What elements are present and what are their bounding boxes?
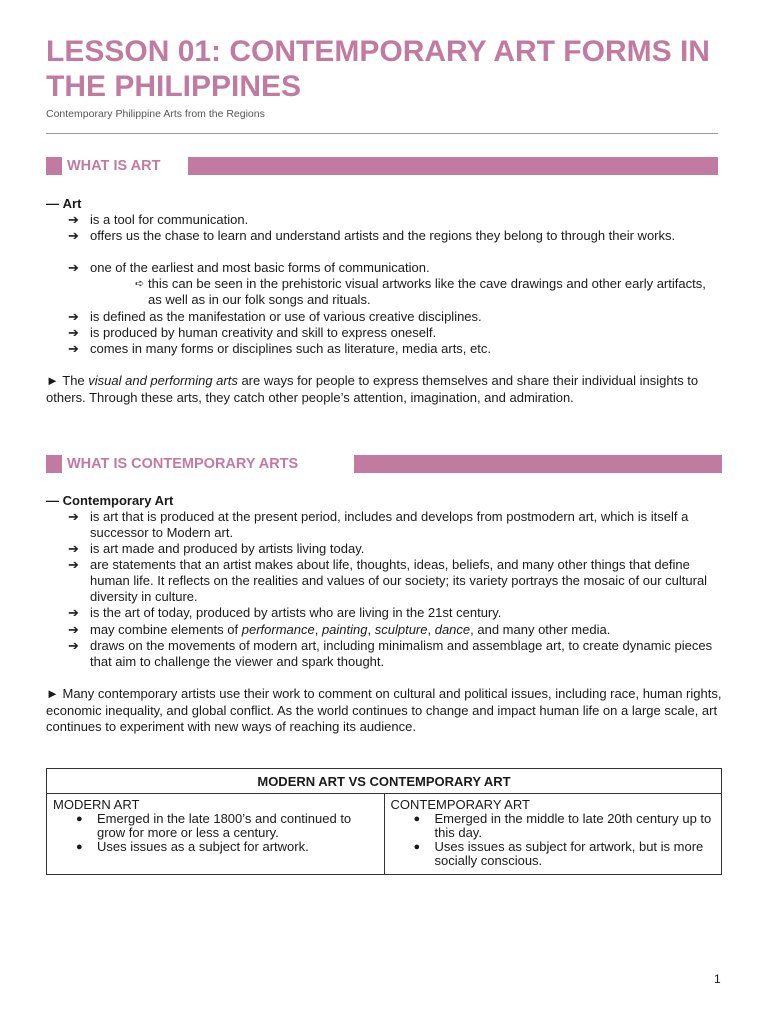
list-item-text: is defined as the manifestation or use of various creative disciplines. [90, 309, 482, 324]
emphasis-performance: performance [241, 622, 315, 637]
list-item-text: draws on the movements of modern art, including minimalism and assemblage art, to create dynamic pieces that aim to challenge the viewer and spark thought. [90, 638, 713, 669]
emphasis-painting: painting [321, 622, 368, 637]
list-item-text: are statements that an artist makes about life, thoughts, ideas, beliefs, and many other things that define human life. It reflects on the realities and values of our society; its variety portrays the mosaic of our cultural diversity in culture. [90, 557, 708, 604]
bullet-list [53, 812, 378, 854]
triangle-pointer-icon: ► [46, 373, 59, 388]
page-title: LESSON 01: CONTEMPORARY ART FORMS IN THE PHILIPPINES [46, 35, 710, 103]
arrow-right-icon: ➔ [68, 557, 79, 572]
intro-paragraph [46, 373, 722, 406]
heading-accent-bar [354, 455, 722, 473]
table-cell-modern-art [47, 794, 385, 875]
list-item-text [90, 622, 728, 638]
term-label: Contemporary Art [62, 493, 174, 508]
list-item [53, 840, 378, 854]
comparison-table [46, 768, 722, 875]
bullet-list [391, 812, 716, 868]
list-item-text: is a tool for communication. [90, 212, 249, 227]
list-item [53, 812, 378, 840]
column-heading: CONTEMPORARY ART [390, 797, 530, 812]
list-item-text: comes in many forms or disciplines such as literature, media arts, etc. [90, 341, 491, 356]
list-item-text: is the art of today, produced by artists who are living in the 21st century. [90, 605, 502, 620]
column-heading: MODERN ART [53, 797, 140, 812]
arrow-right-icon: ➔ [68, 325, 79, 340]
paragraph-text: The [58, 373, 89, 388]
section-heading-what-is-art [46, 157, 718, 175]
arrow-right-icon: ➔ [68, 605, 79, 620]
list-item-text: Emerged in the middle to late 20th century up to this day. [434, 811, 712, 840]
list-item-text: Uses issues as subject for artwork, but is more socially conscious. [434, 839, 704, 868]
term-label: Art [62, 196, 82, 211]
text-run: , [314, 622, 322, 637]
heading-accent-block [46, 455, 62, 473]
arrow-right-icon: ➔ [68, 509, 79, 524]
arrow-right-icon: ➔ [68, 341, 79, 356]
arrow-right-icon: ➔ [68, 260, 79, 275]
heading-accent-bar [188, 157, 718, 175]
sub-list-item-text: this can be seen in the prehistoric visual artworks like the cave drawings and other early artifacts, as well as in our folk songs and rituals. [148, 276, 706, 307]
bullet-icon: ● [76, 813, 83, 825]
paragraph-text: Many contemporary artists use their work to comment on cultural and political issues, including race, human rights, economic inequality, and global conflict. As the world continues to change and impact human life on a large scale, art continues to experiment with new ways of reaching its audience. [46, 686, 722, 734]
term-dash: — [46, 493, 59, 508]
bullet-icon: ● [413, 813, 421, 825]
text-run: , [427, 622, 435, 637]
text-run: , and many other media. [470, 622, 611, 637]
list-item-text: is produced by human creativity and skill to express oneself. [90, 325, 437, 340]
text-run: may combine elements of [90, 622, 242, 637]
triangle-pointer-icon: ► [46, 686, 59, 701]
table-cell-contemporary-art [384, 794, 722, 875]
text-run: , [367, 622, 375, 637]
arrow-right-icon: ➔ [68, 541, 79, 556]
term-dash: — [46, 196, 59, 211]
list-item [391, 840, 716, 868]
page-number: 1 [714, 972, 721, 986]
arrow-right-icon: ➔ [68, 212, 79, 227]
arrow-right-icon: ➔ [68, 228, 79, 243]
arrow-right-icon: ➔ [68, 622, 79, 637]
table-title: MODERN ART VS CONTEMPORARY ART [47, 769, 722, 794]
list-item-text: Emerged in the late 1800’s and continued to grow for more or less a century. [97, 811, 352, 840]
term-contemporary-art [46, 493, 173, 509]
list-item-text: one of the earliest and most basic forms of communication. [90, 260, 430, 275]
section-heading-what-is-contemporary-arts [46, 455, 722, 473]
arrow-right-icon: ➔ [68, 309, 79, 324]
list-item-text: is art that is produced at the present period, includes and develops from postmodern art, which is itself a successor to Modern art. [90, 509, 689, 540]
horizontal-rule [46, 133, 718, 134]
contemporary-paragraph [46, 686, 722, 736]
section-heading-label: WHAT IS CONTEMPORARY ARTS [67, 456, 299, 472]
emphasis-sculpture: sculpture [374, 622, 428, 637]
heading-accent-block [46, 157, 62, 175]
emphasis-dance: dance [434, 622, 471, 637]
section-heading-label: WHAT IS ART [67, 158, 161, 174]
arrow-right-icon: ➔ [68, 638, 79, 653]
paragraph-emphasis: visual and performing arts [88, 373, 238, 388]
paragraph-text: are ways for people to express themselves and share their individual insights to others. Through these arts, they catch other people’s attention, imagination, and admiration. [46, 373, 699, 405]
list-item-text: is art made and produced by artists living today. [90, 541, 365, 556]
table-row [47, 794, 722, 875]
list-item-text: offers us the chase to learn and understand artists and the regions they belong to through their works. [90, 228, 676, 243]
hollow-arrow-icon: ➪ [135, 278, 145, 290]
list-item-text: Uses issues as a subject for artwork. [97, 839, 309, 854]
term-art [46, 196, 81, 212]
table-header-row [47, 769, 722, 794]
list-item [391, 812, 716, 840]
bullet-icon: ● [413, 841, 421, 853]
bullet-icon: ● [76, 841, 83, 853]
page-subtitle: Contemporary Philippine Arts from the Regions [46, 108, 265, 120]
